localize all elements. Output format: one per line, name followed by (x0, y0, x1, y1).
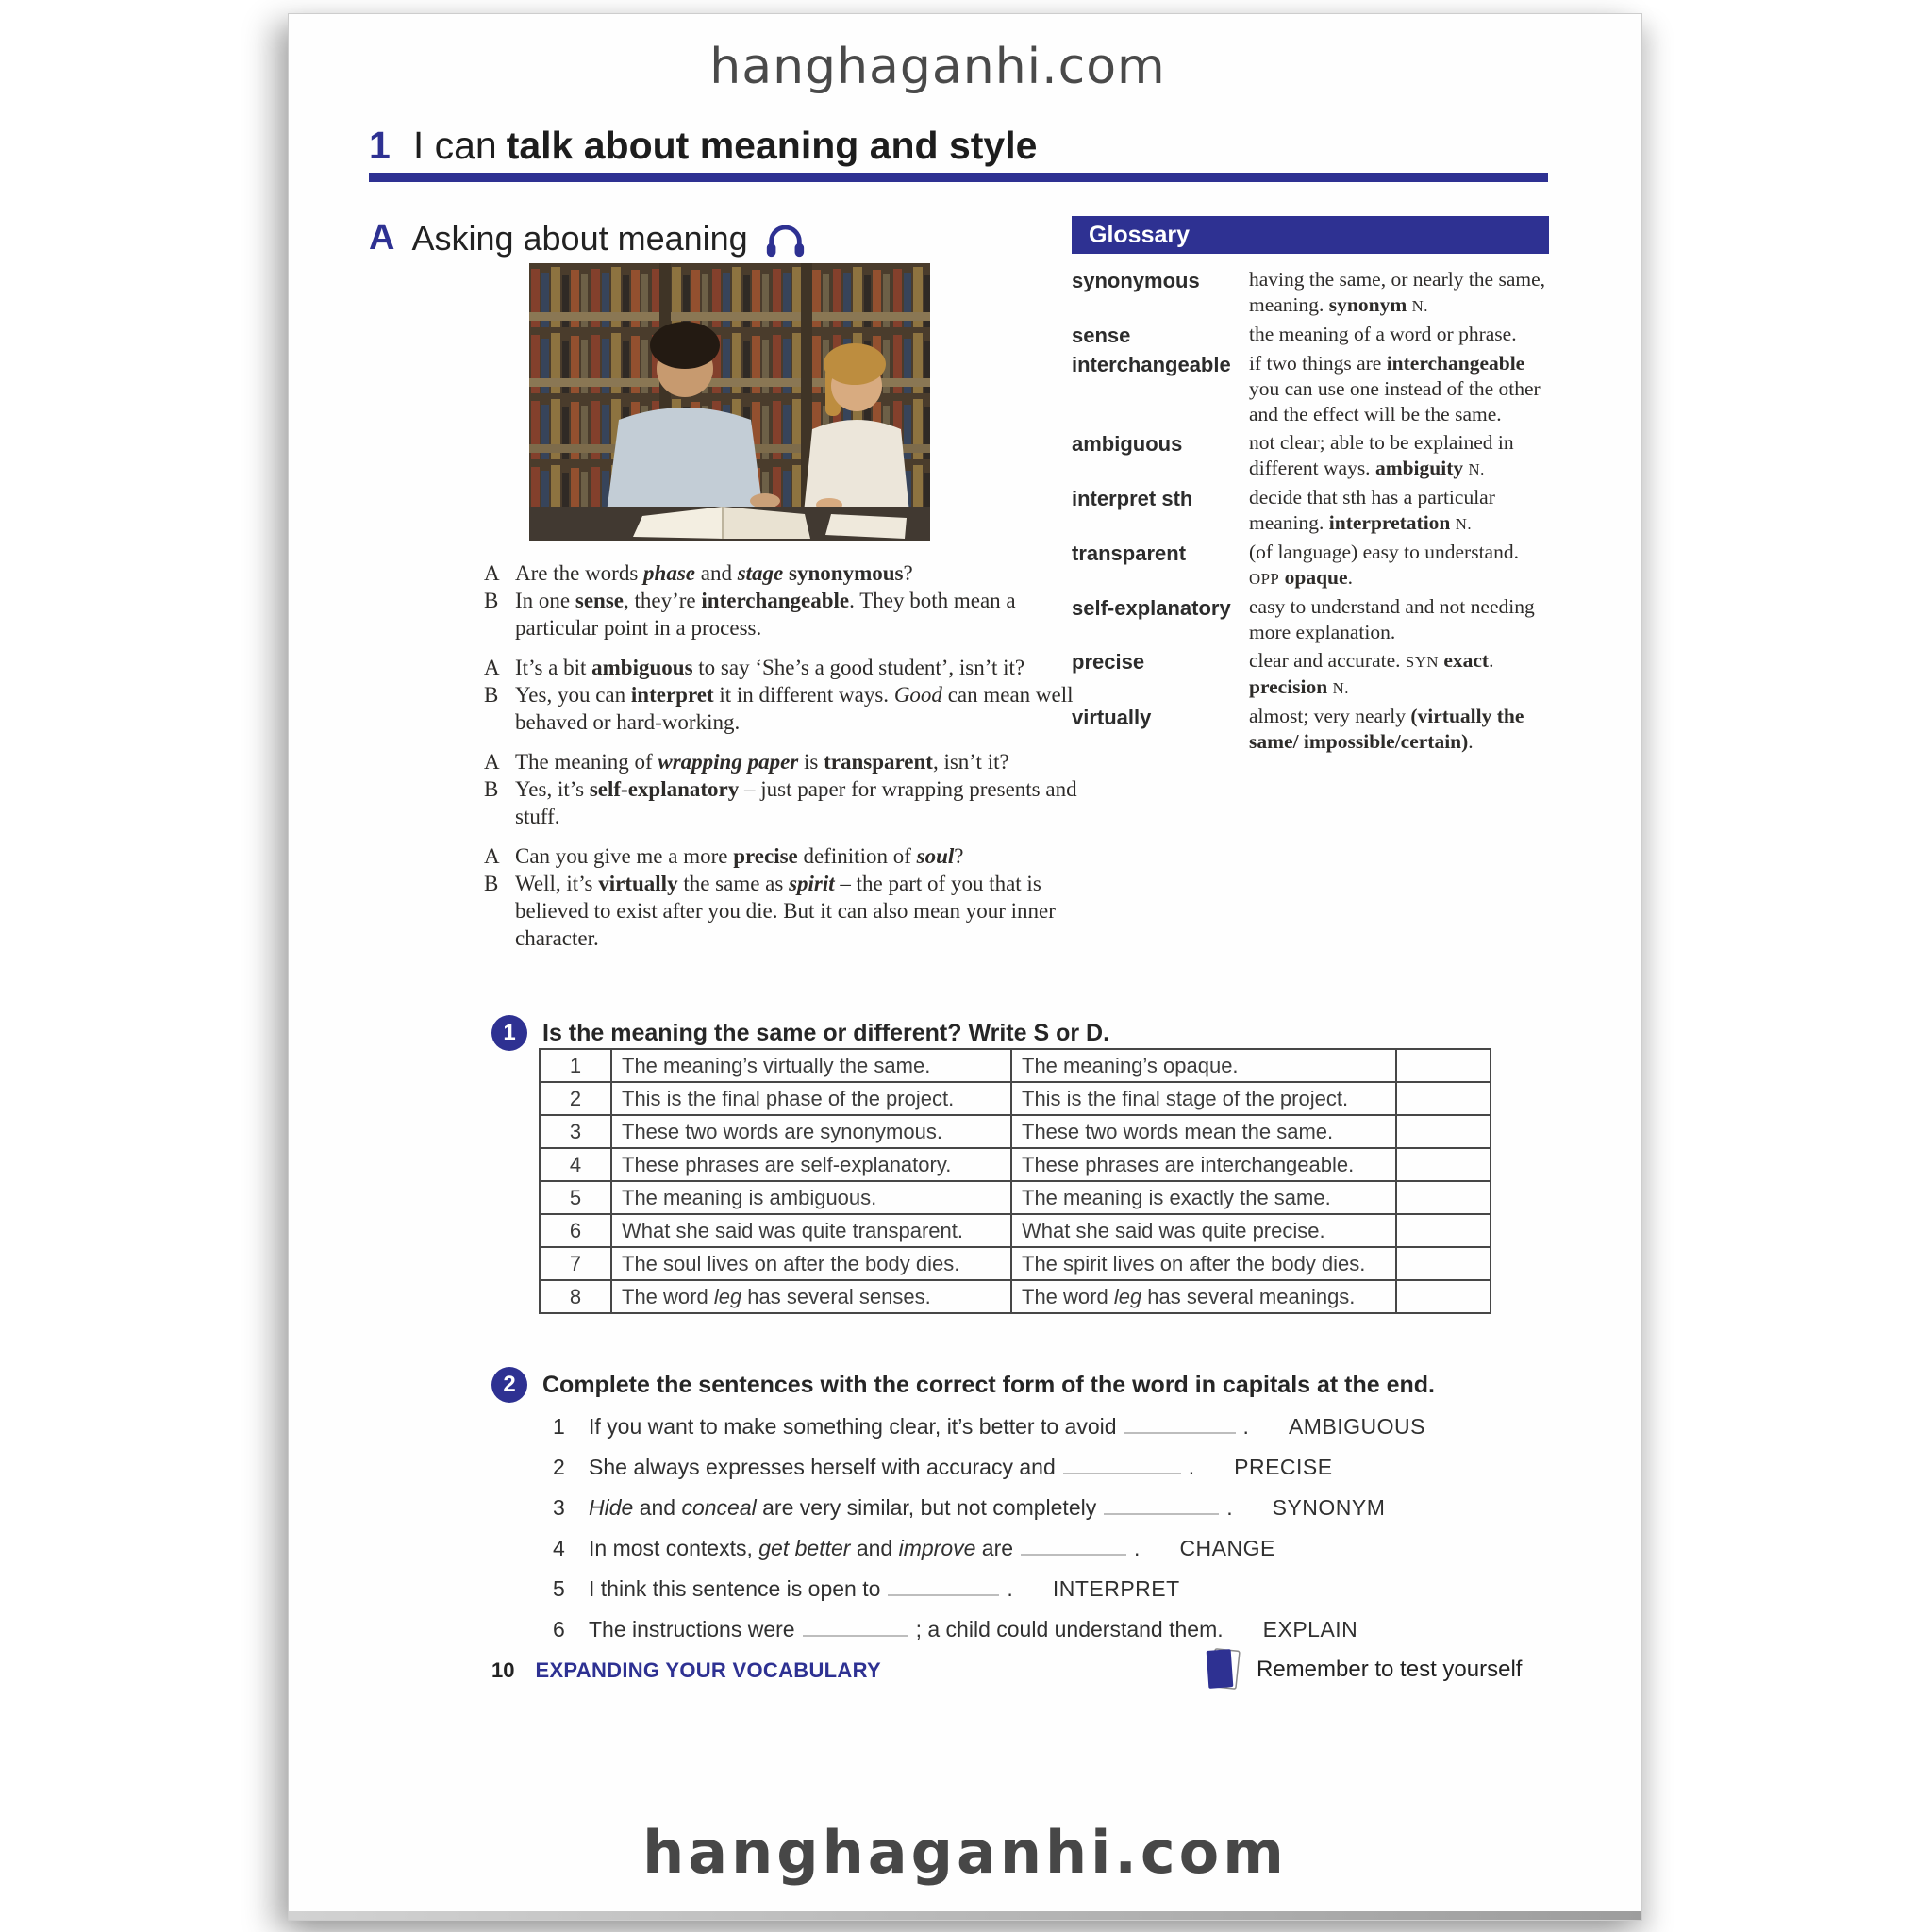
table-row (540, 1049, 1491, 1082)
exercise-2-items (553, 1414, 1609, 1657)
row-number-cell: 7 (540, 1247, 611, 1280)
glossary-definition: (of language) easy to understand. OPP opaque. (1249, 541, 1519, 589)
glossary-definition: not clear; able to be explained in different ways. ambiguity N. (1249, 431, 1514, 479)
row-number-cell: 4 (540, 1148, 611, 1181)
speaker-label: A (484, 844, 500, 868)
glossary-row (1072, 540, 1549, 591)
speaker-label: A (484, 750, 500, 774)
glossary-definition: decide that sth has a particular meaning. interpretation N. (1249, 486, 1495, 534)
answer-blank (803, 1618, 908, 1637)
glossary-term: precise (1072, 650, 1145, 674)
watermark-top: hanghaganhi.com (709, 39, 1166, 95)
table-row (540, 1280, 1491, 1313)
test-yourself-label: Remember to test yourself (1257, 1657, 1523, 1682)
answer-blank (888, 1577, 999, 1596)
exercise-2-item (553, 1414, 1609, 1440)
matching-table (539, 1048, 1491, 1314)
title-rule (369, 173, 1548, 182)
glossary-term: transparent (1072, 541, 1187, 565)
page-bottom-edge (289, 1911, 1641, 1920)
item-number: 3 (553, 1495, 565, 1520)
left-sentence-cell: The word leg has several senses. (611, 1280, 1011, 1313)
dialogue-text: Can you give me a more precise definition of soul? (515, 844, 964, 868)
item-after: ; a child could understand them. (915, 1617, 1224, 1641)
answer-blank (1124, 1415, 1236, 1434)
dialogue-line (484, 842, 1097, 870)
dialogue (484, 559, 1097, 952)
item-sentence: Hide and conceal are very similar, but not completely (589, 1495, 1097, 1520)
item-text (589, 1536, 1275, 1561)
exercise-2-heading (491, 1367, 1435, 1403)
dialogue-text: The meaning of wrapping paper is transparent, isn’t it? (515, 750, 1009, 774)
item-text (589, 1617, 1357, 1642)
answer-cell (1396, 1082, 1491, 1115)
exercise-2-item (553, 1495, 1609, 1521)
dialogue-line (484, 748, 1097, 775)
answer-cell (1396, 1280, 1491, 1313)
answer-cell (1396, 1247, 1491, 1280)
table-row (540, 1148, 1491, 1181)
answer-blank (1063, 1456, 1181, 1474)
right-sentence-cell: The word leg has several meanings. (1011, 1280, 1396, 1313)
dialogue-line (484, 870, 1097, 952)
left-sentence-cell: These phrases are self-explanatory. (611, 1148, 1011, 1181)
glossary-row (1072, 594, 1549, 645)
exercise-2-item (553, 1536, 1609, 1561)
item-number: 2 (553, 1455, 565, 1479)
row-number-cell: 8 (540, 1280, 611, 1313)
glossary-term: self-explanatory (1072, 596, 1231, 620)
dialogue-text: Yes, you can interpret it in different ways. Good can mean well behaved or hard-working. (515, 683, 1074, 734)
glossary-row (1072, 430, 1549, 482)
right-sentence-cell: These phrases are interchangeable. (1011, 1148, 1396, 1181)
row-number-cell: 3 (540, 1115, 611, 1148)
exercise-number-badge: 1 (491, 1015, 527, 1051)
section-letter: A (369, 218, 395, 258)
glossary-definition: if two things are interchangeable you can use one instead of the other and the effect will be the same. (1249, 352, 1541, 425)
capital-word: AMBIGUOUS (1288, 1414, 1426, 1439)
glossary-row (1072, 704, 1549, 755)
answer-cell (1396, 1181, 1491, 1214)
dialogue-line (484, 775, 1097, 830)
dialogue-line (484, 587, 1097, 641)
dialogue-line (484, 681, 1097, 736)
answer-blank (1021, 1537, 1126, 1556)
table-row (540, 1247, 1491, 1280)
dialogue-line (484, 654, 1097, 681)
answer-cell (1396, 1148, 1491, 1181)
item-number: 6 (553, 1617, 565, 1641)
unit-title-bold: talk about meaning and style (506, 124, 1038, 167)
answer-cell (1396, 1049, 1491, 1082)
item-after: . (1242, 1414, 1249, 1439)
glossary-row (1072, 267, 1549, 319)
glossary-definition: having the same, or nearly the same, meaning. synonym N. (1249, 268, 1546, 316)
left-sentence-cell: What she said was quite transparent. (611, 1214, 1011, 1247)
answer-cell (1396, 1214, 1491, 1247)
glossary-definition: the meaning of a word or phrase. (1249, 323, 1517, 345)
item-after: . (1226, 1495, 1233, 1520)
glossary-term: virtually (1072, 706, 1152, 729)
section-a-heading (369, 218, 807, 258)
item-text (589, 1495, 1385, 1521)
table-row (540, 1181, 1491, 1214)
unit-title-normal: I can (412, 124, 497, 167)
item-after: . (1007, 1576, 1013, 1601)
footer-section-title: EXPANDING YOUR VOCABULARY (535, 1658, 881, 1682)
item-sentence: I think this sentence is open to (589, 1576, 881, 1601)
speaker-label: A (484, 656, 500, 679)
page-footer (491, 1658, 881, 1683)
dialogue-text: It’s a bit ambiguous to say ‘She’s a good student’, isn’t it? (515, 656, 1025, 679)
speaker-label: B (484, 777, 499, 801)
exercise-number-badge: 2 (491, 1367, 527, 1403)
speaker-label: A (484, 561, 500, 585)
left-sentence-cell: The soul lives on after the body dies. (611, 1247, 1011, 1280)
right-sentence-cell: What she said was quite precise. (1011, 1214, 1396, 1247)
capital-word: CHANGE (1179, 1536, 1275, 1560)
exercise-2-item (553, 1617, 1609, 1642)
students-photo (529, 263, 930, 541)
left-sentence-cell: These two words are synonymous. (611, 1115, 1011, 1148)
exercise-instructions: Complete the sentences with the correct form of the word in capitals at the end. (542, 1371, 1435, 1398)
item-text (589, 1576, 1180, 1602)
speaker-label: B (484, 589, 499, 612)
capital-word: INTERPRET (1052, 1576, 1180, 1601)
row-number-cell: 6 (540, 1214, 611, 1247)
glossary-row (1072, 322, 1549, 348)
row-number-cell: 2 (540, 1082, 611, 1115)
exercise-instructions: Is the meaning the same or different? Write S or D. (542, 1019, 1110, 1046)
exercise-2-item (553, 1576, 1609, 1602)
right-sentence-cell: This is the final stage of the project. (1011, 1082, 1396, 1115)
glossary-term: sense (1072, 324, 1131, 347)
book-page (288, 13, 1642, 1921)
section-title: Asking about meaning (411, 218, 748, 258)
capital-word: EXPLAIN (1262, 1617, 1358, 1641)
dialogue-text: In one sense, they’re interchangeable. They both mean a particular point in a process. (515, 589, 1016, 640)
table-row (540, 1082, 1491, 1115)
exercise-1-heading (491, 1015, 1109, 1051)
item-number: 5 (553, 1576, 565, 1601)
dialogue-line (484, 559, 1097, 587)
glossary-definition: clear and accurate. SYN exact. precision N. (1249, 649, 1494, 698)
row-number-cell: 1 (540, 1049, 611, 1082)
dialogue-text: Are the words phase and stage synonymous? (515, 561, 913, 585)
left-sentence-cell: The meaning is ambiguous. (611, 1181, 1011, 1214)
right-sentence-cell: These two words mean the same. (1011, 1115, 1396, 1148)
left-sentence-cell: This is the final phase of the project. (611, 1082, 1011, 1115)
unit-number: 1 (369, 124, 391, 167)
glossary-header: Glossary (1072, 216, 1549, 254)
item-sentence: The instructions were (589, 1617, 795, 1641)
item-text (589, 1455, 1333, 1480)
table-row (540, 1115, 1491, 1148)
exercise-2-item (553, 1455, 1609, 1480)
glossary-definition: almost; very nearly (virtually the same/ impossible/certain). (1249, 705, 1524, 753)
dialogue-text: Well, it’s virtually the same as spirit – the part of you that is believed to exist after you die. But it can also mean your inner character. (515, 872, 1056, 950)
right-sentence-cell: The meaning’s opaque. (1011, 1049, 1396, 1082)
glossary-term: synonymous (1072, 269, 1200, 292)
item-sentence: If you want to make something clear, it’s better to avoid (589, 1414, 1117, 1439)
answer-cell (1396, 1115, 1491, 1148)
capital-word: SYNONYM (1272, 1495, 1386, 1520)
unit-title (369, 124, 1037, 168)
item-sentence: She always expresses herself with accuracy and (589, 1455, 1056, 1479)
glossary-term: interchangeable (1072, 353, 1231, 376)
item-after: . (1134, 1536, 1141, 1560)
glossary-row (1072, 648, 1549, 701)
headphones-icon (763, 219, 807, 258)
glossary-body (1072, 267, 1549, 755)
book-icon (1202, 1646, 1243, 1693)
page-number: 10 (491, 1658, 515, 1682)
glossary-term: interpret sth (1072, 487, 1193, 510)
test-yourself-reminder (1202, 1646, 1522, 1693)
right-sentence-cell: The spirit lives on after the body dies. (1011, 1247, 1396, 1280)
table-row (540, 1214, 1491, 1247)
glossary-term: ambiguous (1072, 432, 1183, 456)
dialogue-text: Yes, it’s self-explanatory – just paper for wrapping presents and stuff. (515, 777, 1077, 828)
answer-blank (1104, 1496, 1219, 1515)
glossary-row (1072, 485, 1549, 537)
left-sentence-cell: The meaning’s virtually the same. (611, 1049, 1011, 1082)
item-number: 4 (553, 1536, 565, 1560)
speaker-label: B (484, 872, 499, 895)
item-after: . (1188, 1455, 1195, 1479)
item-text (589, 1414, 1425, 1440)
row-number-cell: 5 (540, 1181, 611, 1214)
speaker-label: B (484, 683, 499, 707)
item-sentence: In most contexts, get better and improve are (589, 1536, 1014, 1560)
item-number: 1 (553, 1414, 565, 1439)
capital-word: PRECISE (1234, 1455, 1333, 1479)
watermark-bottom: hanghaganhi.com (642, 1818, 1288, 1887)
right-sentence-cell: The meaning is exactly the same. (1011, 1181, 1396, 1214)
glossary-definition: easy to understand and not needing more explanation. (1249, 595, 1535, 643)
glossary-row (1072, 351, 1549, 427)
glossary-panel (1072, 216, 1549, 758)
